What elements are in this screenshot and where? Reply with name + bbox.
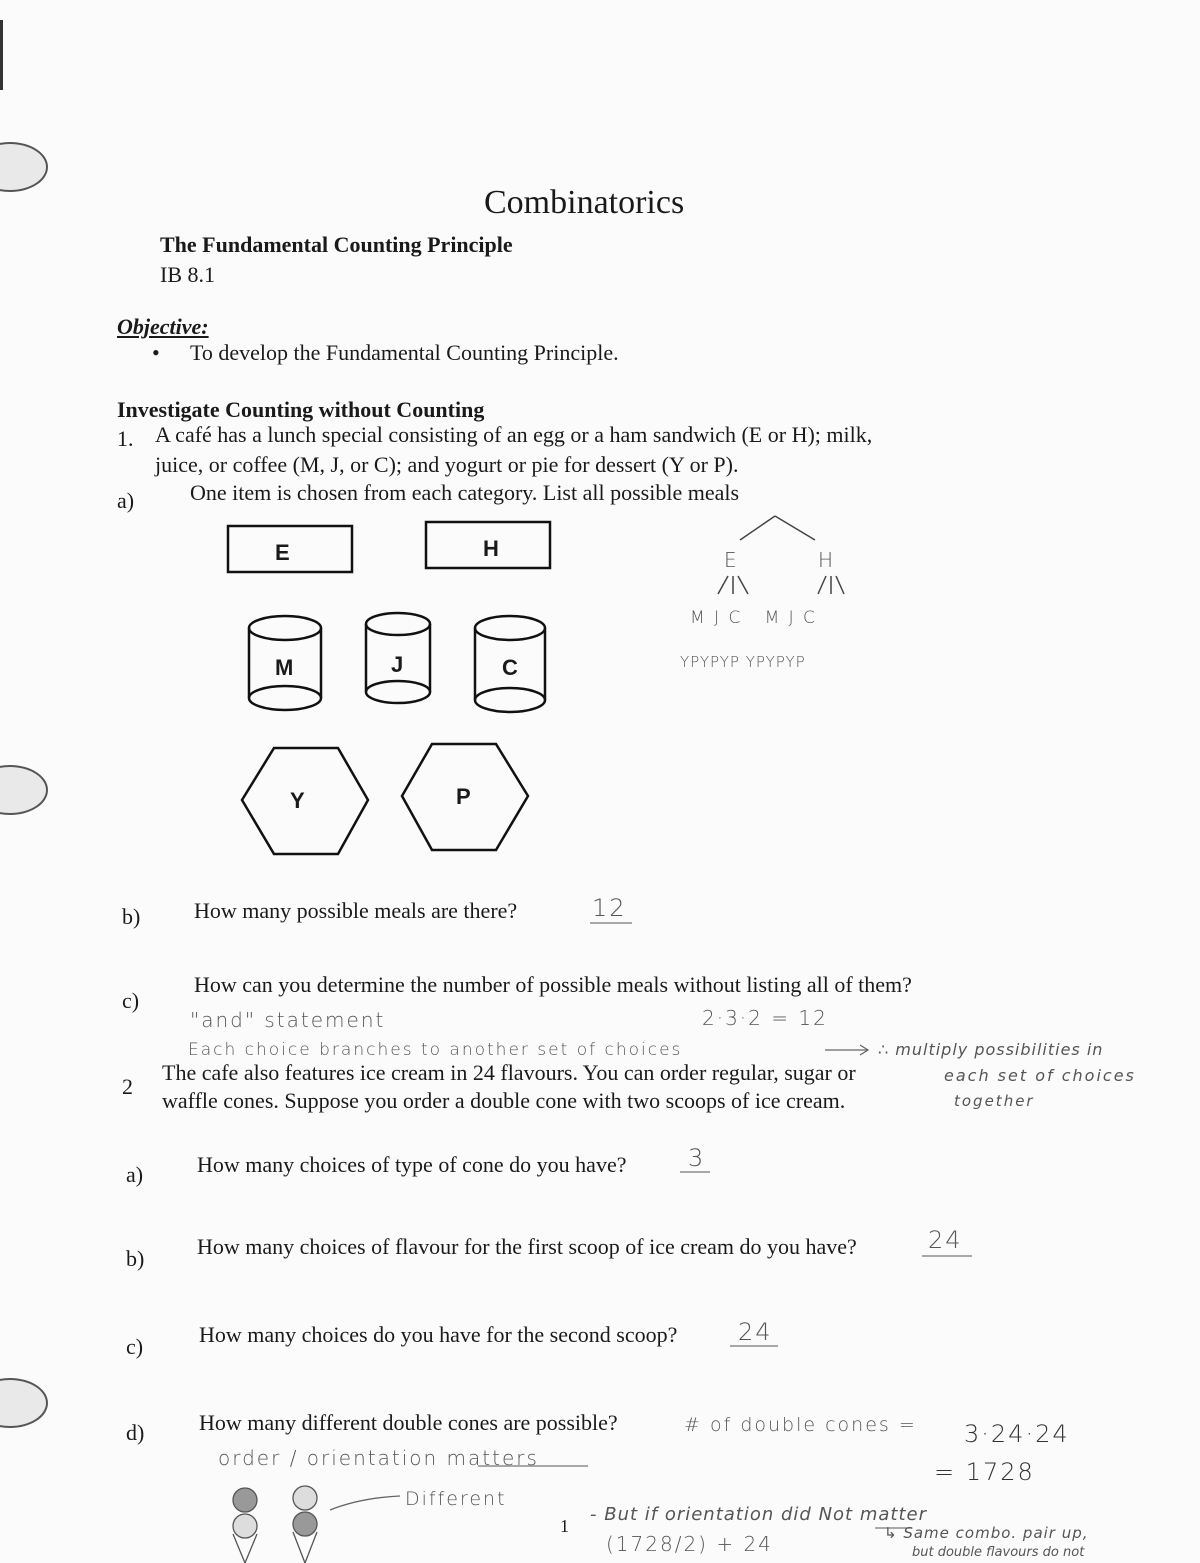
q2d-note-same-combo: ↳ Same combo. pair up, xyxy=(884,1524,1089,1542)
q1-line2: juice, or coffee (M, J, or C); and yogurt or pie for dessert (Y or P). xyxy=(155,452,739,477)
section-heading: Investigate Counting without Counting xyxy=(117,397,485,422)
q1-number: 1. xyxy=(117,426,134,451)
sandwich-h-label: H xyxy=(483,536,499,561)
subtitle: The Fundamental Counting Principle xyxy=(160,232,513,257)
q1c-note-branches: Each choice branches to another set of choices xyxy=(188,1040,683,1060)
q2d-text: How many different double cones are possible? xyxy=(199,1410,618,1435)
q1-line1: A café has a lunch special consisting of an egg or a ham sandwich (E or H); milk, xyxy=(155,422,873,447)
q2d-calc-halved: (1728/2) + 24 xyxy=(606,1532,773,1556)
page-number: 1 xyxy=(560,1516,569,1536)
sandwich-e-label: E xyxy=(275,540,290,565)
q2-number: 2 xyxy=(122,1074,133,1099)
objective-bullet-icon: • xyxy=(152,340,160,365)
tree-h: H xyxy=(818,548,836,572)
q1b-answer: 12 xyxy=(592,894,627,922)
q1b-text: How many possible meals are there? xyxy=(194,898,518,923)
q1c-note-multiply: ∴ multiply possibilities in xyxy=(878,1040,1104,1059)
q2c-text: How many choices do you have for the second scoop? xyxy=(199,1322,678,1347)
q1a-label: a) xyxy=(117,488,135,513)
dessert-p-label: P xyxy=(456,784,471,809)
q1c-text: How can you determine the number of possible meals without listing all of them? xyxy=(194,972,912,997)
page-title: Combinatorics xyxy=(484,184,685,221)
q2d-label: d) xyxy=(126,1420,145,1445)
q2-line1: The cafe also features ice cream in 24 flavours. You can order regular, sugar or xyxy=(162,1060,856,1085)
objective-text: To develop the Fundamental Counting Principle. xyxy=(190,340,619,365)
q2-line2: waffle cones. Suppose you order a double cone with two scoops of ice cream. xyxy=(162,1088,846,1113)
course-code: IB 8.1 xyxy=(160,262,215,287)
drink-m-label: M xyxy=(275,655,294,680)
q2b-text: How many choices of flavour for the first scoop of ice cream do you have? xyxy=(197,1234,857,1259)
q2a-text: How many choices of type of cone do you have? xyxy=(197,1152,627,1177)
q2c-answer: 24 xyxy=(738,1318,773,1346)
q1b-label: b) xyxy=(122,904,141,929)
tree-drinks: M J C M J C xyxy=(690,608,817,628)
tree-e: E xyxy=(724,548,739,572)
drink-j-label: J xyxy=(391,652,404,677)
q1c-calc: 2·3·2 = 12 xyxy=(702,1006,828,1030)
tree-desserts: YPYPYP YPYPYP xyxy=(680,653,806,671)
q1a-text: One item is chosen from each category. List all possible meals xyxy=(190,480,740,505)
q2d-note-double-flavours: but double flavours do not xyxy=(912,1545,1085,1560)
q2d-note-order: order / orientation matters xyxy=(218,1446,539,1470)
q2a-answer: 3 xyxy=(688,1144,706,1172)
q2d-note-not-matter: - But if orientation did Not matter xyxy=(590,1504,927,1525)
q2b-label: b) xyxy=(126,1246,145,1271)
drink-c-label: C xyxy=(502,655,518,680)
q1c-note-each-set: each set of choices xyxy=(944,1066,1136,1085)
q2d-note-different: Different xyxy=(405,1488,507,1510)
q2a-label: a) xyxy=(126,1162,144,1187)
q2d-calc-result: = 1728 xyxy=(934,1458,1035,1486)
q2c-label: c) xyxy=(126,1334,144,1359)
objective-heading: Objective: xyxy=(117,314,209,339)
q2d-calc-product: 3·24·24 xyxy=(964,1420,1070,1448)
q1c-label: c) xyxy=(122,988,140,1013)
q2b-answer: 24 xyxy=(928,1226,963,1254)
q2d-note-double-cones: # of double cones = xyxy=(684,1414,917,1436)
dessert-y-label: Y xyxy=(290,788,305,813)
q1c-note-and: "and" statement xyxy=(190,1008,386,1032)
q1c-note-together: together xyxy=(954,1092,1035,1110)
